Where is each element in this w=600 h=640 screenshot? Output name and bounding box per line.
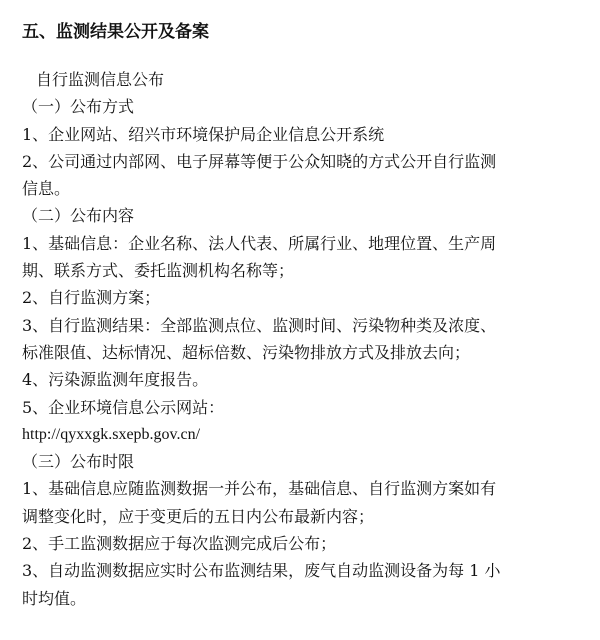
part2-item: 5、企业环境信息公示网站： — [22, 397, 225, 417]
document-body — [22, 66, 582, 612]
content-title: 自行监测信息公布 — [36, 70, 165, 89]
part2-item: 2、自行监测方案； — [22, 288, 161, 308]
website-url: http://qyxxgk.sxepb.gov.cn/ — [22, 425, 201, 443]
part1-item: 1、企业网站、绍兴市环境保护局企业信息公开系统 — [22, 124, 385, 144]
part3-item: 时均值。 — [22, 588, 87, 608]
part3-item: 调整变化时，应于变更后的五日内公布最新内容； — [22, 506, 375, 526]
part2-item: 1、基础信息：企业名称、法人代表、所属行业、地理位置、生产周 — [22, 233, 497, 253]
part3-item: 2、手工监测数据应于每次监测完成后公布； — [22, 534, 337, 554]
part1-label: （一）公布方式 — [22, 97, 135, 117]
part2-item: 4、污染源监测年度报告。 — [22, 370, 209, 390]
part2-item: 期、联系方式、委托监测机构名称等； — [22, 261, 295, 281]
part2-item: 标准限值、达标情况、超标倍数、污染物排放方式及排放去向； — [22, 342, 471, 362]
part3-item: 3、自动监测数据应实时公布监测结果，废气自动监测设备为每 1 小 — [22, 561, 501, 581]
section-heading: 五、监测结果公开及备案 — [22, 22, 209, 42]
part1-item: 信息。 — [22, 179, 71, 199]
part2-label: （二）公布内容 — [22, 206, 135, 226]
part3-item: 1、基础信息应随监测数据一并公布，基础信息、自行监测方案如有 — [22, 479, 497, 499]
part2-item: 3、自行监测结果：全部监测点位、监测时间、污染物种类及浓度、 — [22, 315, 497, 335]
part1-item: 2、公司通过内部网、电子屏幕等便于公众知晓的方式公开自行监测 — [22, 151, 497, 171]
part3-label: （三）公布时限 — [22, 452, 135, 472]
